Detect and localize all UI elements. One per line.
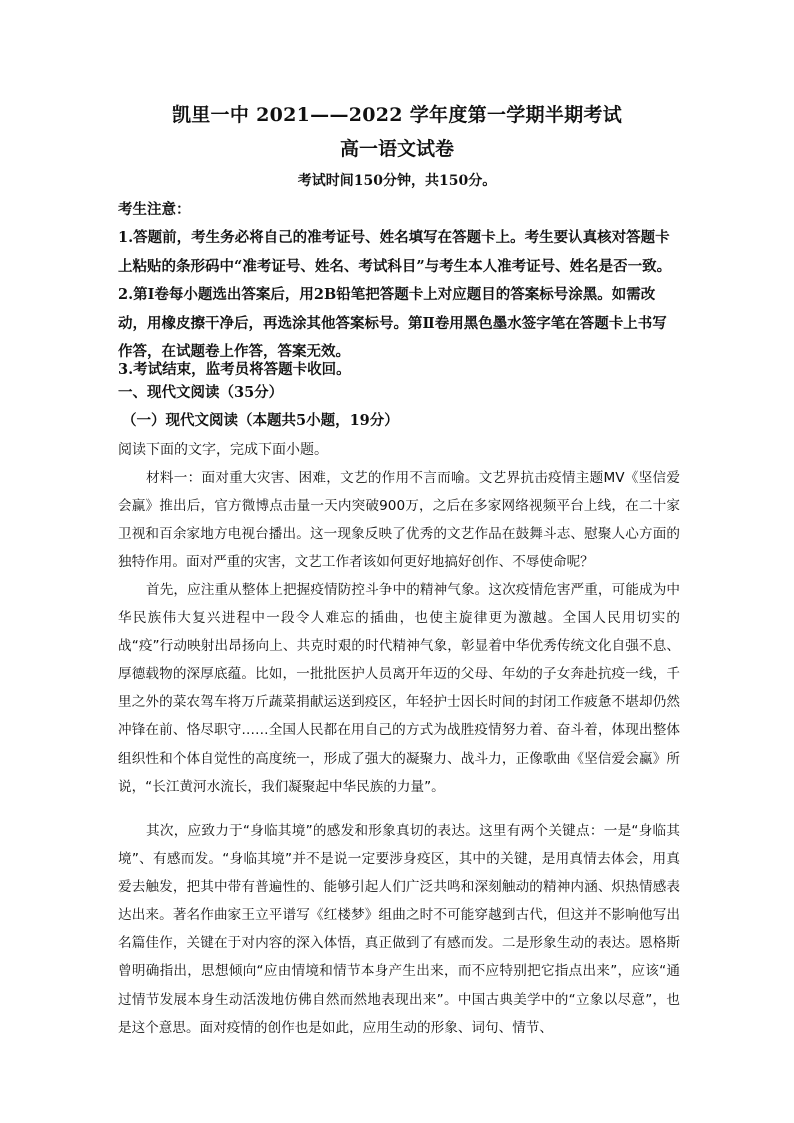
notice-heading: 考生注意： xyxy=(118,201,191,218)
exam-title: 凯里一中 2021——2022 学年度第一学期半期考试 xyxy=(171,104,623,126)
reading-instruction: 阅读下面的文字，完成下面小题。 xyxy=(118,442,328,458)
section-heading: 一、现代文阅读（35分） xyxy=(118,384,284,401)
passage-paragraph-1: 材料一：面对重大灾害、困难，文艺的作用不言而喻。文艺界抗击疫情主题MV《坚信爱会赢》推出后，官方微博点击量一天内突破900万，之后在多家网络视频平台上线，在二十家卫视和百余家地方电视台播出。这一现象反映了优秀的文艺作品在鼓舞斗志、慰聚人心方面的独特作用。面对严重的灾害，文艺工作者该如何更好地搞好创作、不辱使命呢？ xyxy=(118,470,680,571)
subsection-heading: （一）现代文阅读（本题共5小题，19分） xyxy=(122,412,399,429)
passage-paragraph-3: 其次，应致力于“身临其境”的感发和形象真切的表达。这里有两个关键点：一是“身临其境”、有感而发。“身临其境”并不是说一定要涉身疫区，其中的关键，是用真情去体会，用真爱去触发，把其中带有普遍性的、能够引起人们广泛共鸣和深刻触动的精神内涵、炽热情感表达出来。著名作曲家王立平谱写《红楼梦》组曲之时不可能穿越到古代，但这并不影响他写出名篇佳作，关键在于对内容的深入体悟，真正做到了有感而发。二是形象生动的表达。恩格斯曾明确指出，思想倾向“应由情境和情节本身产生出来，而不应特别把它指点出来”，应该“通过情节发展本身生动活泼地仿佛自然而然地表现出来”。中国古典美学中的“立象以尽意”，也是这个意思。面对疫情的创作也是如此，应用生动的形象、词句、情节、 xyxy=(118,823,680,1036)
notice-item-3: 3.考试结束，监考员将答题卡收回。 xyxy=(118,361,351,378)
exam-time-note: 考试时间150分钟，共150分。 xyxy=(297,173,497,189)
passage-paragraph-2: 首先，应注重从整体上把握疫情防控斗争中的精神气象。这次疫情危害严重，可能成为中华民族伟大复兴进程中一段令人难忘的插曲，也使主旋律更为激越。全国人民用切实的战“疫”行动映射出昂扬向上、共克时艰的时代精神气象，彰显着中华优秀传统文化自强不息、厚德载物的深厚底蕴。比如，一批批医护人员离开年迈的父母、年幼的子女奔赴抗疫一线，千里之外的菜农驾车将万斤蔬菜捐献运送到疫区，年轻护士因长时间的封闭工作疲惫不堪却仍然冲锋在前、恪尽职守……全国人民都在用自己的方式为战胜疫情努力着、奋斗着，体现出整体组织性和个体自觉性的高度统一，形成了强大的凝聚力、战斗力，正像歌曲《坚信爱会赢》所说，“长江黄河水流长，我们凝聚起中华民族的力量”。 xyxy=(118,582,680,795)
notice-item-1: 1.答题前，考生务必将自己的准考证号、姓名填写在答题卡上。考生要认真核对答题卡上粘贴的条形码中“准考证号、姓名、考试科目”与考生本人准考证号、姓名是否一致。 xyxy=(118,229,672,275)
paper-subtitle: 高一语文试卷 xyxy=(339,138,454,160)
notice-item-2: 2.第Ⅰ卷每小题选出答案后，用2B铅笔把答题卡上对应题目的答案标号涂黑。如需改动，用橡皮擦干净后，再选涂其他答案标号。第Ⅱ卷用黑色墨水签字笔在答题卡上书写作答，在试题卷上作答，答案无效。 xyxy=(118,286,667,360)
